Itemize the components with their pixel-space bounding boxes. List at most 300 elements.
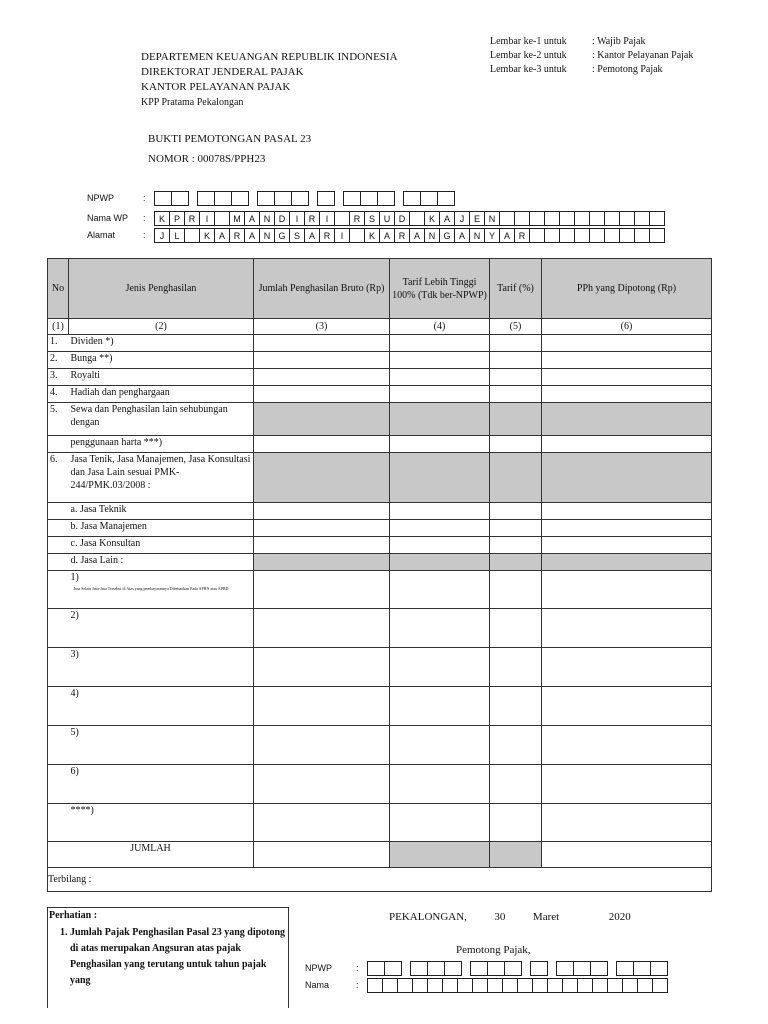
tarif-cell	[490, 453, 542, 503]
jumlah-row	[48, 842, 712, 868]
item-label-cell	[69, 403, 254, 436]
char-cell[interactable]: E	[469, 211, 485, 226]
table-row	[48, 520, 712, 537]
char-cell[interactable]	[590, 961, 608, 976]
char-cell[interactable]: A	[439, 211, 455, 226]
char-cell[interactable]: A	[304, 228, 320, 243]
char-cell[interactable]	[649, 228, 665, 243]
item-number	[48, 687, 69, 726]
char-cell[interactable]: A	[499, 228, 515, 243]
pph-cell[interactable]	[542, 726, 712, 765]
char-cell[interactable]: R	[304, 211, 320, 226]
tarif-tinggi-cell[interactable]	[390, 520, 490, 537]
bruto-cell[interactable]	[254, 352, 390, 369]
col-number: (2)	[69, 319, 254, 335]
item-label: Sewa dan Penghasilan lain sehubungan dengan	[70, 404, 228, 428]
char-cell[interactable]: D	[274, 211, 290, 226]
char-cell[interactable]	[334, 211, 350, 226]
char-cell[interactable]	[604, 211, 620, 226]
char-cell[interactable]: N	[424, 228, 440, 243]
alamat-label: Alamat	[87, 230, 116, 240]
alamat-boxes[interactable]	[155, 228, 665, 243]
char-cell[interactable]	[634, 228, 650, 243]
char-cell[interactable]: A	[379, 228, 395, 243]
bruto-cell[interactable]	[254, 571, 390, 609]
char-cell[interactable]	[437, 191, 455, 206]
char-cell[interactable]	[343, 191, 361, 206]
char-cell[interactable]	[607, 978, 623, 993]
char-cell[interactable]: K	[199, 228, 215, 243]
nama-boxes[interactable]	[155, 211, 665, 226]
char-cell[interactable]: A	[409, 228, 425, 243]
item-label: Royalti	[70, 370, 100, 381]
copy-distribution	[490, 35, 693, 77]
char-cell[interactable]	[514, 211, 530, 226]
table-row	[48, 403, 712, 436]
pph-cell	[542, 453, 712, 503]
char-cell[interactable]	[197, 191, 215, 206]
col-number: (5)	[490, 319, 542, 335]
header-line: KPP Pratama Pekalongan	[141, 97, 244, 108]
item-label: 3)	[70, 649, 79, 660]
tarif-cell[interactable]	[490, 648, 542, 687]
char-cell[interactable]: N	[259, 211, 275, 226]
item-label: b. Jasa Manajemen	[70, 521, 147, 532]
char-cell[interactable]	[442, 978, 458, 993]
pph-cell	[542, 554, 712, 571]
char-cell[interactable]	[604, 228, 620, 243]
char-cell[interactable]: A	[454, 228, 470, 243]
month[interactable]: Maret	[532, 911, 560, 923]
jumlah-tarif-tinggi-cell	[390, 842, 490, 868]
char-cell[interactable]	[427, 961, 445, 976]
item-label: Hadiah dan penghargaan	[70, 387, 170, 398]
tarif-cell[interactable]	[490, 335, 542, 352]
pph-cell[interactable]	[542, 335, 712, 352]
npwp-label: NPWP	[87, 193, 114, 203]
perhatian-heading: Perhatian :	[49, 910, 98, 921]
item-label: 5)	[70, 727, 79, 738]
bruto-cell[interactable]	[254, 386, 390, 403]
bruto-cell[interactable]	[254, 648, 390, 687]
char-cell[interactable]	[291, 191, 309, 206]
tarif-tinggi-cell[interactable]	[390, 369, 490, 386]
table-row	[48, 537, 712, 554]
char-cell[interactable]: I	[334, 228, 350, 243]
char-cell[interactable]: R	[349, 211, 365, 226]
char-cell[interactable]: J	[154, 228, 170, 243]
bruto-cell	[254, 453, 390, 503]
table-row	[48, 726, 712, 765]
char-cell[interactable]: A	[244, 211, 260, 226]
char-cell[interactable]	[427, 978, 443, 993]
char-cell[interactable]: I	[199, 211, 215, 226]
char-cell[interactable]: K	[424, 211, 440, 226]
char-cell[interactable]	[487, 978, 503, 993]
header-line: DIREKTORAT JENDERAL PAJAK	[141, 66, 304, 78]
nama-row: Nama WP : K P R I M A N D I R I R S U D K A J E N	[87, 210, 665, 226]
char-cell[interactable]: N	[259, 228, 275, 243]
char-cell[interactable]: K	[154, 211, 170, 226]
char-cell[interactable]	[652, 978, 668, 993]
tarif-cell[interactable]	[490, 369, 542, 386]
char-cell[interactable]	[420, 191, 438, 206]
pph-cell[interactable]	[542, 648, 712, 687]
item-number	[48, 726, 69, 765]
item-label-cell	[69, 386, 254, 403]
char-cell[interactable]: Y	[484, 228, 500, 243]
pph-cell[interactable]	[542, 804, 712, 842]
pemotong-nama-row: Nama :	[305, 977, 668, 993]
char-cell[interactable]	[559, 211, 575, 226]
char-cell[interactable]	[397, 978, 413, 993]
tarif-tinggi-cell	[390, 453, 490, 503]
tarif-tinggi-cell[interactable]	[390, 609, 490, 648]
char-cell[interactable]	[556, 961, 574, 976]
table-row	[48, 335, 712, 352]
tarif-cell[interactable]	[490, 571, 542, 609]
char-cell[interactable]	[619, 211, 635, 226]
char-cell[interactable]	[214, 191, 232, 206]
item-label-cell	[69, 520, 254, 537]
char-cell[interactable]	[633, 961, 651, 976]
office-header	[141, 50, 398, 110]
char-cell[interactable]	[499, 211, 515, 226]
bruto-cell[interactable]	[254, 804, 390, 842]
pph-cell[interactable]	[542, 537, 712, 554]
col-number: (4)	[390, 319, 490, 335]
tarif-cell[interactable]	[490, 609, 542, 648]
char-cell[interactable]	[412, 978, 428, 993]
col-header: Tarif (%)	[490, 259, 542, 319]
char-cell[interactable]	[547, 978, 563, 993]
column-number-row	[48, 319, 712, 335]
char-cell[interactable]	[562, 978, 578, 993]
item-label: Bunga **)	[70, 353, 113, 364]
char-cell[interactable]	[650, 961, 668, 976]
item-label: c. Jasa Konsultan	[70, 538, 141, 549]
item-number	[48, 571, 69, 609]
item-number	[48, 436, 69, 453]
char-cell[interactable]	[592, 978, 608, 993]
tarif-cell[interactable]	[490, 537, 542, 554]
npwp-row: NPWP :	[87, 187, 455, 209]
pph-cell[interactable]	[542, 503, 712, 520]
item-number	[48, 537, 69, 554]
document-title	[148, 129, 311, 169]
tarif-tinggi-cell	[390, 554, 490, 571]
char-cell[interactable]	[214, 211, 230, 226]
table-row	[48, 436, 712, 453]
char-cell[interactable]	[409, 211, 425, 226]
item-label: Dividen *)	[70, 336, 114, 347]
char-cell[interactable]	[529, 211, 545, 226]
char-cell[interactable]	[231, 191, 249, 206]
tarif-tinggi-cell[interactable]	[390, 571, 490, 609]
pph-cell[interactable]	[542, 436, 712, 453]
pph-cell[interactable]	[542, 352, 712, 369]
char-cell[interactable]	[360, 191, 378, 206]
tarif-cell[interactable]	[490, 386, 542, 403]
char-cell[interactable]	[574, 228, 590, 243]
alamat-row: Alamat : J L K A R A N G S A R I K A R A N G A N Y A R	[87, 227, 665, 243]
char-cell[interactable]	[530, 961, 548, 976]
char-cell[interactable]: P	[169, 211, 185, 226]
tarif-cell[interactable]	[490, 436, 542, 453]
item-label: penggunaan harta ***)	[70, 437, 163, 448]
item-number: 6.	[48, 453, 69, 503]
title: BUKTI PEMOTONGAN PASAL 23	[148, 133, 312, 145]
pph-cell[interactable]	[542, 765, 712, 804]
char-cell[interactable]: N	[469, 228, 485, 243]
char-cell[interactable]: S	[289, 228, 305, 243]
item-label: 6)	[70, 766, 79, 777]
perhatian-point-1: 1. Jumlah Pajak Penghasilan Pasal 23 yang dipotong di atas merupakan Angsuran atas pajak Penghasilan yang terutang untuk tahun pajak yang	[70, 925, 288, 989]
char-cell[interactable]	[637, 978, 653, 993]
tarif-tinggi-cell[interactable]	[390, 687, 490, 726]
tarif-tinggi-cell[interactable]	[390, 648, 490, 687]
bruto-cell[interactable]	[254, 609, 390, 648]
item-label-cell	[69, 369, 254, 386]
col-number: (3)	[254, 319, 390, 335]
tarif-tinggi-cell[interactable]	[390, 503, 490, 520]
day[interactable]: 30	[494, 911, 506, 923]
char-cell[interactable]: S	[364, 211, 380, 226]
terbilang-cell[interactable]: Terbilang :	[48, 868, 712, 892]
char-cell[interactable]	[444, 961, 462, 976]
char-cell[interactable]: D	[394, 211, 410, 226]
item-number	[48, 503, 69, 520]
char-cell[interactable]	[367, 961, 385, 976]
char-cell[interactable]: R	[319, 228, 335, 243]
pemotong-label: Pemotong Pajak,	[456, 944, 531, 956]
char-cell[interactable]: U	[379, 211, 395, 226]
pemotong-nama-boxes[interactable]	[368, 978, 668, 993]
nomor: NOMOR : 00078S/PPH23	[148, 153, 266, 165]
char-cell[interactable]	[382, 978, 398, 993]
char-cell[interactable]: A	[244, 228, 260, 243]
tarif-tinggi-cell[interactable]	[390, 726, 490, 765]
table-row	[48, 609, 712, 648]
tarif-tinggi-cell[interactable]	[390, 804, 490, 842]
table-row	[48, 503, 712, 520]
char-cell[interactable]	[171, 191, 189, 206]
item-label-cell	[69, 609, 254, 648]
item-note: Jasa Selain Jasa-Jasa Tersebut di Atas yang pembayarannya Dibebankan Pada APBN atau APBD	[73, 586, 229, 591]
lembar-row: Lembar ke-1 untuk : Wajib Pajak	[490, 36, 646, 47]
lembar-row: Lembar ke-2 untuk : Kantor Pelayanan Pajak	[490, 50, 694, 61]
tarif-cell[interactable]	[490, 687, 542, 726]
char-cell[interactable]	[457, 978, 473, 993]
item-number	[48, 554, 69, 571]
jumlah-label: JUMLAH	[48, 842, 254, 868]
item-number: 4.	[48, 386, 69, 403]
col-header: No	[48, 259, 69, 319]
lembar-row: Lembar ke-3 untuk : Pemotong Pajak	[490, 64, 663, 75]
char-cell[interactable]	[532, 978, 548, 993]
char-cell[interactable]	[544, 228, 560, 243]
col-header: Jumlah Penghasilan Bruto (Rp)	[254, 259, 390, 319]
char-cell[interactable]	[577, 978, 593, 993]
tarif-tinggi-cell[interactable]	[390, 537, 490, 554]
item-label-cell	[69, 726, 254, 765]
place-date	[389, 911, 631, 923]
char-cell[interactable]: I	[289, 211, 305, 226]
char-cell[interactable]	[403, 191, 421, 206]
char-cell[interactable]: J	[454, 211, 470, 226]
income-table	[47, 258, 712, 892]
item-label-cell	[69, 537, 254, 554]
tarif-tinggi-cell[interactable]	[390, 765, 490, 804]
table-row	[48, 554, 712, 571]
char-cell[interactable]	[544, 211, 560, 226]
bruto-cell[interactable]	[254, 687, 390, 726]
city: PEKALONGAN,	[389, 911, 467, 923]
pemotong-npwp-row: NPWP :	[305, 960, 668, 976]
col-header: PPh yang Dipotong (Rp)	[542, 259, 712, 319]
tarif-tinggi-cell[interactable]	[390, 352, 490, 369]
char-cell[interactable]: I	[319, 211, 335, 226]
item-label-cell	[69, 687, 254, 726]
char-cell[interactable]	[470, 961, 488, 976]
char-cell[interactable]	[504, 961, 522, 976]
char-cell[interactable]	[317, 191, 335, 206]
tarif-tinggi-cell[interactable]	[390, 335, 490, 352]
item-label-cell	[69, 436, 254, 453]
item-label-cell	[69, 352, 254, 369]
char-cell[interactable]: K	[364, 228, 380, 243]
pph-cell[interactable]	[542, 609, 712, 648]
char-cell[interactable]: L	[169, 228, 185, 243]
bruto-cell[interactable]	[254, 369, 390, 386]
char-cell[interactable]: R	[514, 228, 530, 243]
header-line: KANTOR PELAYANAN PAJAK	[141, 81, 291, 93]
bruto-cell[interactable]	[254, 335, 390, 352]
header-line: DEPARTEMEN KEUANGAN REPUBLIK INDONESIA	[141, 51, 398, 63]
table-row	[48, 648, 712, 687]
year[interactable]: 2020	[608, 911, 631, 923]
bruto-cell	[254, 554, 390, 571]
item-label: 1)	[70, 572, 79, 583]
char-cell[interactable]	[649, 211, 665, 226]
bruto-cell[interactable]	[254, 503, 390, 520]
pph-cell[interactable]	[542, 571, 712, 609]
item-number	[48, 609, 69, 648]
pph-cell[interactable]	[542, 369, 712, 386]
char-cell[interactable]	[529, 228, 545, 243]
char-cell[interactable]: R	[394, 228, 410, 243]
bruto-cell[interactable]	[254, 436, 390, 453]
char-cell[interactable]	[384, 961, 402, 976]
char-cell[interactable]: R	[184, 211, 200, 226]
tarif-cell[interactable]	[490, 804, 542, 842]
char-cell[interactable]	[349, 228, 365, 243]
char-cell[interactable]	[377, 191, 395, 206]
col-number: (1)	[48, 319, 69, 335]
char-cell[interactable]	[616, 961, 634, 976]
item-label-cell	[69, 453, 254, 503]
item-number: 1.	[48, 335, 69, 352]
terbilang-row	[48, 868, 712, 892]
char-cell[interactable]: G	[274, 228, 290, 243]
npwp-boxes[interactable]	[155, 191, 455, 206]
pph-cell	[542, 403, 712, 436]
header-row	[48, 259, 712, 319]
char-cell[interactable]	[622, 978, 638, 993]
char-cell[interactable]: R	[229, 228, 245, 243]
pemotong-npwp-boxes[interactable]	[368, 961, 668, 976]
char-cell[interactable]: A	[214, 228, 230, 243]
char-cell[interactable]	[154, 191, 172, 206]
pph-cell[interactable]	[542, 520, 712, 537]
table-row	[48, 352, 712, 369]
char-cell[interactable]: M	[229, 211, 245, 226]
pph-cell[interactable]	[542, 386, 712, 403]
char-cell[interactable]	[573, 961, 591, 976]
item-label: 2)	[70, 610, 79, 621]
bruto-cell[interactable]	[254, 537, 390, 554]
item-number: 5.	[48, 403, 69, 436]
char-cell[interactable]	[634, 211, 650, 226]
char-cell[interactable]	[502, 978, 518, 993]
item-label: 4)	[70, 688, 79, 699]
table-row	[48, 687, 712, 726]
tarif-cell[interactable]	[490, 726, 542, 765]
char-cell[interactable]	[367, 978, 383, 993]
item-number	[48, 648, 69, 687]
char-cell[interactable]: N	[484, 211, 500, 226]
char-cell[interactable]	[472, 978, 488, 993]
jumlah-bruto-cell[interactable]	[254, 842, 390, 868]
tarif-cell[interactable]	[490, 520, 542, 537]
item-number: 2.	[48, 352, 69, 369]
tarif-tinggi-cell[interactable]	[390, 386, 490, 403]
char-cell[interactable]: G	[439, 228, 455, 243]
char-cell[interactable]	[274, 191, 292, 206]
char-cell[interactable]	[619, 228, 635, 243]
char-cell[interactable]	[589, 211, 605, 226]
tarif-cell[interactable]	[490, 352, 542, 369]
tarif-tinggi-cell[interactable]	[390, 436, 490, 453]
col-number: (6)	[542, 319, 712, 335]
char-cell[interactable]	[184, 228, 200, 243]
tarif-cell	[490, 554, 542, 571]
item-label-cell	[69, 804, 254, 842]
income-items	[48, 335, 712, 842]
item-label-cell	[69, 503, 254, 520]
bruto-cell[interactable]	[254, 726, 390, 765]
char-cell[interactable]	[589, 228, 605, 243]
col-header: Jenis Penghasilan	[69, 259, 254, 319]
char-cell[interactable]	[487, 961, 505, 976]
char-cell[interactable]	[410, 961, 428, 976]
tarif-cell[interactable]	[490, 503, 542, 520]
bruto-cell[interactable]	[254, 765, 390, 804]
nama-label: Nama WP	[87, 213, 129, 223]
jumlah-pph-cell[interactable]	[542, 842, 712, 868]
tarif-cell[interactable]	[490, 765, 542, 804]
pph-cell[interactable]	[542, 687, 712, 726]
char-cell[interactable]	[517, 978, 533, 993]
table-row	[48, 453, 712, 503]
bruto-cell[interactable]	[254, 520, 390, 537]
item-label: ****)	[70, 805, 94, 816]
char-cell[interactable]	[574, 211, 590, 226]
char-cell[interactable]	[257, 191, 275, 206]
item-label: d. Jasa Lain :	[70, 555, 124, 566]
item-label: a. Jasa Teknik	[70, 504, 127, 515]
char-cell[interactable]	[559, 228, 575, 243]
